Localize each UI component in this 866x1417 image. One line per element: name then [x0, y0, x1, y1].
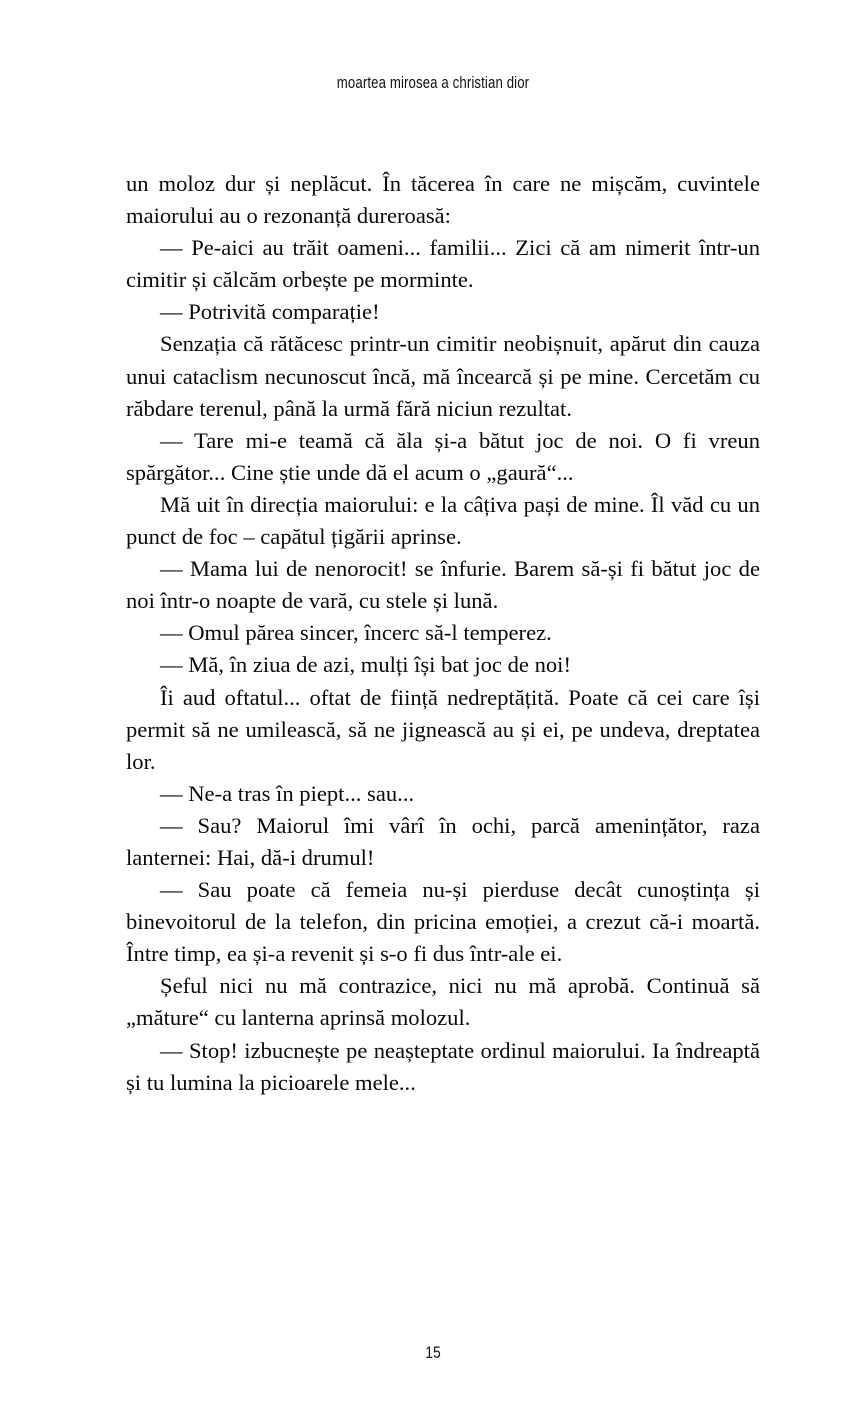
page-number: 15	[425, 1343, 441, 1362]
paragraph: — Pe-aici au trăit oameni... familii... Zici că am nimerit într-un cimitir și călcăm orbește pe morminte.	[126, 235, 760, 293]
paragraph: Șeful nici nu mă contrazice, nici nu mă aprobă. Continuă să „măture“ cu lanterna aprinsă molozul.	[126, 973, 760, 1031]
paragraph: — Sau poate că femeia nu-și pierduse decât cunoștința și binevoitorul de la telefon, din pricina emoției, a crezut că-i moartă. Între timp, ea și-a revenit și s-o fi dus într-ale ei.	[126, 877, 760, 967]
paragraph: — Stop! izbucnește pe neașteptate ordinul maiorului. Ia îndreaptă și tu lumina la picioarele mele...	[126, 1037, 760, 1095]
paragraph: Senzația că rătăcesc printr-un cimitir neobișnuit, apărut din cauza unui cataclism necunoscut încă, mă încearcă și pe mine. Cercetăm cu răbdare terenul, până la urmă fără niciun rezultat.	[126, 331, 760, 421]
paragraph: Mă uit în direcția maiorului: e la câțiva pași de mine. Îl văd cu un punct de foc – capătul țigării aprinse.	[126, 491, 760, 550]
paragraph: — Ne-a tras în piept... sau...	[160, 780, 415, 806]
paragraph: un moloz dur și neplăcut. În tăcerea în care ne mișcăm, cuvintele maiorului au o rezonanță dureroasă:	[126, 171, 760, 229]
paragraph: — Tare mi-e teamă că ăla și-a bătut joc de noi. O fi vreun spărgător... Cine știe unde dă el acum o „gaură“...	[126, 427, 760, 485]
paragraph: — Mama lui de nenorocit! se înfurie. Barem să-și fi bătut joc de noi într-o noapte de vară, cu stele și lună.	[126, 556, 760, 614]
running-header: moartea mirosea a christian dior	[336, 74, 530, 92]
paragraph: — Mă, în ziua de azi, mulți își bat joc de noi!	[160, 652, 571, 678]
paragraph: — Potrivită comparație!	[160, 299, 380, 325]
paragraph: — Sau? Maiorul îmi vârî în ochi, parcă amenințător, raza lanternei: Hai, dă-i drumul!	[126, 812, 760, 870]
paragraph: — Omul părea sincer, încerc să-l temperez.	[160, 620, 552, 646]
body-text-block	[126, 168, 760, 1099]
paragraph: Îi aud oftatul... oftat de ființă nedreptățită. Poate că cei care își permit să ne umilească, să ne jignească au și ei, pe undeva, dreptatea lor.	[126, 684, 760, 774]
